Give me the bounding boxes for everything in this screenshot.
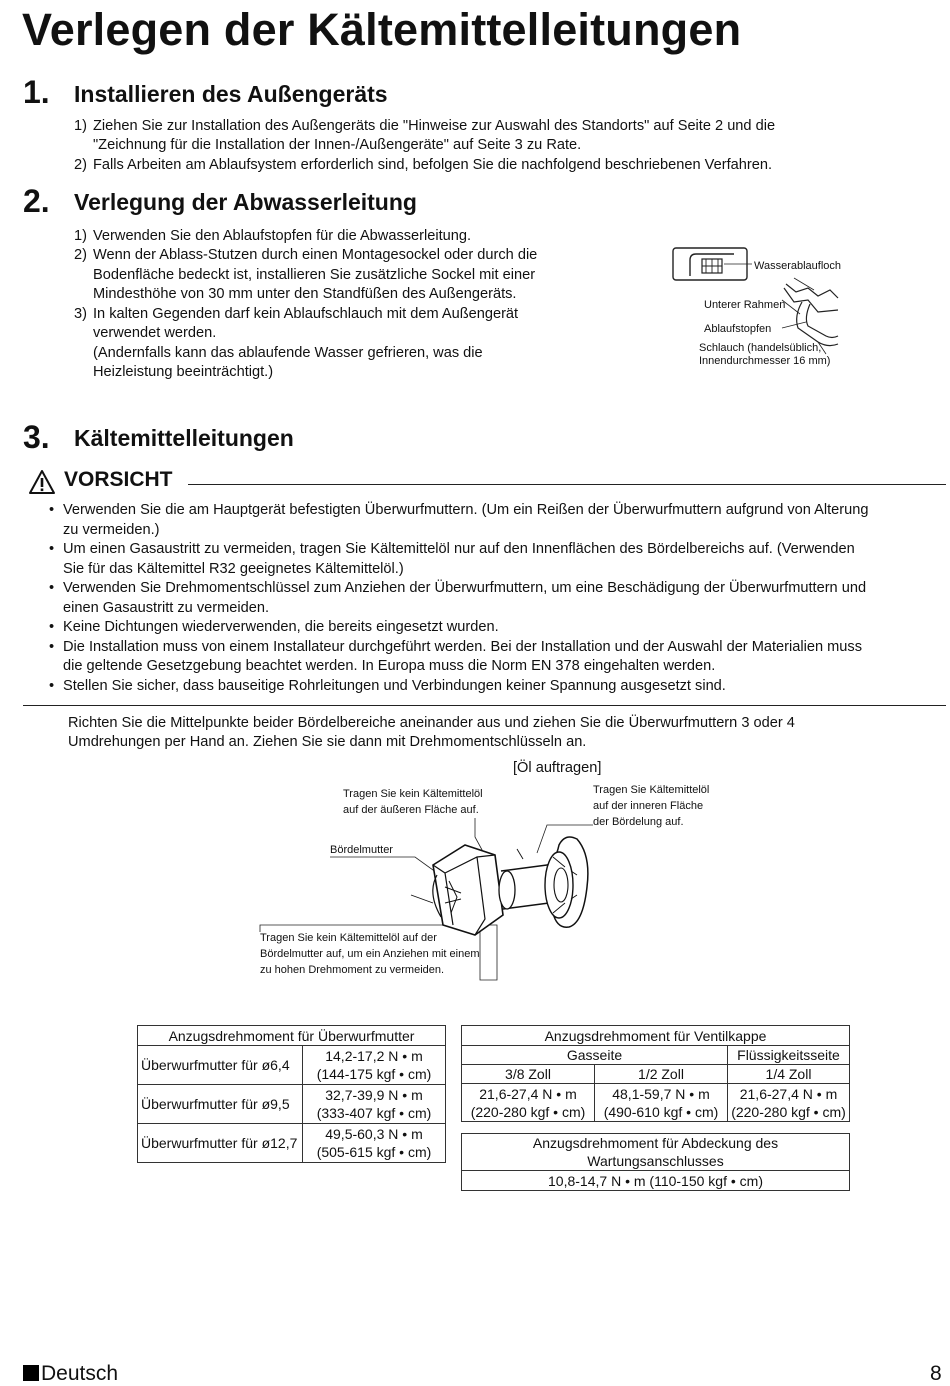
- valve-torque: 21,6-27,4 N • m (220-280 kgf • cm): [462, 1084, 595, 1122]
- caution-item: • Verwenden Sie Drehmomentschlüssel zum Anziehen der Überwurfmuttern, um eine Beschädigung der Überwurfmuttern und einen Gasaustritt zu vermeiden.: [23, 579, 948, 618]
- s2-item-1-line-1: Verwenden Sie den Ablaufstopfen für die Abwasserleitung.: [93, 228, 472, 244]
- valve-torque: 48,1-59,7 N • m (490-610 kgf • cm): [595, 1084, 728, 1122]
- section-2-number: 2.: [23, 183, 50, 219]
- label-wasserablaufloch: Wasserablaufloch: [754, 260, 842, 272]
- label-ablaufstopfen: Ablaufstopfen: [704, 323, 772, 335]
- page-title: Verlegen der Kältemittelleitungen: [22, 4, 742, 55]
- s2-item-1-num: 1): [74, 228, 87, 244]
- s2-item-3-line-2: verwendet werden.: [93, 325, 217, 341]
- valve-size: 1/4 Zoll: [728, 1065, 850, 1084]
- section-1-title: Installieren des Außengeräts: [74, 81, 388, 107]
- caution-item: • Keine Dichtungen wiederverwenden, die bereits eingesetzt wurden.: [23, 618, 948, 638]
- square-icon: [23, 1365, 39, 1381]
- s2-item-3-num: 3): [74, 306, 87, 322]
- nut-row-label: Überwurfmutter für ø6,4: [138, 1046, 303, 1085]
- label-no-oil-outer-2: auf der äußeren Fläche auf.: [343, 804, 479, 816]
- label-oil-inner-2: auf der inneren Fläche: [593, 800, 704, 812]
- section-3-number: 3.: [23, 419, 50, 455]
- service-table-header: Anzugsdrehmoment für Abdeckung des Wartungsanschlusses: [462, 1134, 850, 1171]
- nut-row-value: 32,7-39,9 N • m (333-407 kgf • cm): [303, 1085, 446, 1124]
- s2-item-2-line-3: Mindesthöhe von 30 mm unter den Standfüßen des Außengeräts.: [93, 286, 517, 302]
- label-unterer-rahmen: Unterer Rahmen: [704, 299, 786, 311]
- s2-item-2-num: 2): [74, 247, 87, 263]
- flare-nut-figure: [255, 775, 715, 990]
- nut-row-value: 14,2-17,2 N • m (144-175 kgf • cm): [303, 1046, 446, 1085]
- caution-item: • Verwenden Sie die am Hauptgerät befestigten Überwurfmuttern. (Um ein Reißen der Überwurfmuttern aufgrund von Alterung zu vermeiden.): [23, 501, 948, 540]
- section-3-title: Kältemittelleitungen: [74, 425, 294, 451]
- s2-item-3-line-1: In kalten Gegenden darf kein Ablaufschlauch mit dem Außengerät: [93, 306, 519, 322]
- valve-size: 3/8 Zoll: [462, 1065, 595, 1084]
- caution-end-rule: [23, 705, 946, 706]
- valve-size: 1/2 Zoll: [595, 1065, 728, 1084]
- caution-item: • Stellen Sie sicher, dass bauseitige Rohrleitungen und Verbindungen keiner Spannung ausgesetzt sind.: [23, 677, 948, 697]
- instruction-line-1: Richten Sie die Mittelpunkte beider Bördelbereiche aneinander aus und ziehen Sie die Überwurfmuttern 3 oder 4: [68, 715, 795, 731]
- s1-item-2-line-1: Falls Arbeiten am Ablaufsystem erforderlich sind, befolgen Sie die nachfolgend beschriebenen Verfahren.: [93, 157, 773, 173]
- footer-language: Deutsch: [23, 1362, 118, 1386]
- nut-row-label: Überwurfmutter für ø9,5: [138, 1085, 303, 1124]
- label-no-oil-outer-1: Tragen Sie kein Kältemittelöl: [343, 788, 483, 800]
- warning-icon: [28, 469, 56, 495]
- service-table-value: 10,8-14,7 N • m (110-150 kgf • cm): [462, 1171, 850, 1191]
- s2-item-3-line-4: Heizleistung beeinträchtigt.): [93, 364, 274, 380]
- page-number: 8: [930, 1362, 942, 1385]
- label-schlauch-line-2: Innendurchmesser 16 mm): [699, 355, 831, 367]
- valve-cap-torque-table: [461, 1025, 850, 1122]
- caution-item: • Die Installation muss von einem Installateur durchgeführt werden. Bei der Installation und der Auswahl der Materialien muss die geltende Gesetzgebung beachtet werden. In Europa muss die Norm EN 378 eingehalten werden.: [23, 638, 948, 677]
- valve-torque: 21,6-27,4 N • m (220-280 kgf • cm): [728, 1084, 850, 1122]
- nut-torque-table: [137, 1025, 446, 1163]
- s1-item-2-num: 2): [74, 157, 87, 173]
- nut-row-value: 49,5-60,3 N • m (505-615 kgf • cm): [303, 1124, 446, 1163]
- service-port-torque-table: [461, 1133, 850, 1191]
- label-boerdelmutter: Bördelmutter: [330, 844, 393, 856]
- label-oil-inner-1: Tragen Sie Kältemittelöl: [593, 784, 710, 796]
- flare-nut-illustration: [255, 775, 715, 990]
- valve-liquid-side: Flüssigkeitsseite: [728, 1046, 850, 1065]
- valve-gas-side: Gasseite: [462, 1046, 728, 1065]
- label-oil-inner-3: der Bördelung auf.: [593, 816, 684, 828]
- label-schlauch-line-1: Schlauch (handelsüblich,: [699, 342, 822, 354]
- s1-item-1-line-1: Ziehen Sie zur Installation des Außengeräts die "Hinweise zur Auswahl des Standorts" auf Seite 2 und die: [93, 118, 776, 134]
- label-no-oil-nut-2: Bördelmutter auf, um ein Anziehen mit einem: [260, 948, 480, 960]
- section-1-number: 1.: [23, 74, 50, 110]
- s1-item-1-num: 1): [74, 118, 87, 134]
- nut-table-header: Anzugsdrehmoment für Überwurfmutter: [138, 1026, 446, 1046]
- label-no-oil-nut-1: Tragen Sie kein Kältemittelöl auf der: [260, 932, 437, 944]
- label-oel-auftragen: [Öl auftragen]: [513, 760, 602, 776]
- instruction-line-2: Umdrehungen per Hand an. Ziehen Sie sie dann mit Drehmomentschlüsseln an.: [68, 734, 587, 750]
- label-no-oil-nut-3: zu hohen Drehmoment zu vermeiden.: [260, 964, 445, 976]
- caution-list: [23, 501, 948, 696]
- caution-title: VORSICHT: [64, 468, 173, 491]
- section-2-title: Verlegung der Abwasserleitung: [74, 189, 417, 215]
- s2-item-2-line-1: Wenn der Ablass-Stutzen durch einen Montagesockel oder durch die: [93, 247, 538, 263]
- s1-item-1-line-2: "Zeichnung für die Installation der Innen-/Außengeräte" auf Seite 3 zu Rate.: [93, 137, 582, 153]
- caution-rule: [188, 484, 946, 485]
- s2-item-2-line-2: Bodenfläche bedeckt ist, installieren Sie zusätzliche Sockel mit einer: [93, 267, 536, 283]
- caution-item: • Um einen Gasaustritt zu vermeiden, tragen Sie Kältemittelöl nur auf den Innenflächen des Bördelbereichs auf. (Verwenden Sie für das Kältemittel R32 geeignetes Kältemittelöl.): [23, 540, 948, 579]
- valve-table-header: Anzugsdrehmoment für Ventilkappe: [462, 1026, 850, 1046]
- nut-row-label: Überwurfmutter für ø12,7: [138, 1124, 303, 1163]
- s2-item-3-line-3: (Andernfalls kann das ablaufende Wasser gefrieren, was die: [93, 345, 483, 361]
